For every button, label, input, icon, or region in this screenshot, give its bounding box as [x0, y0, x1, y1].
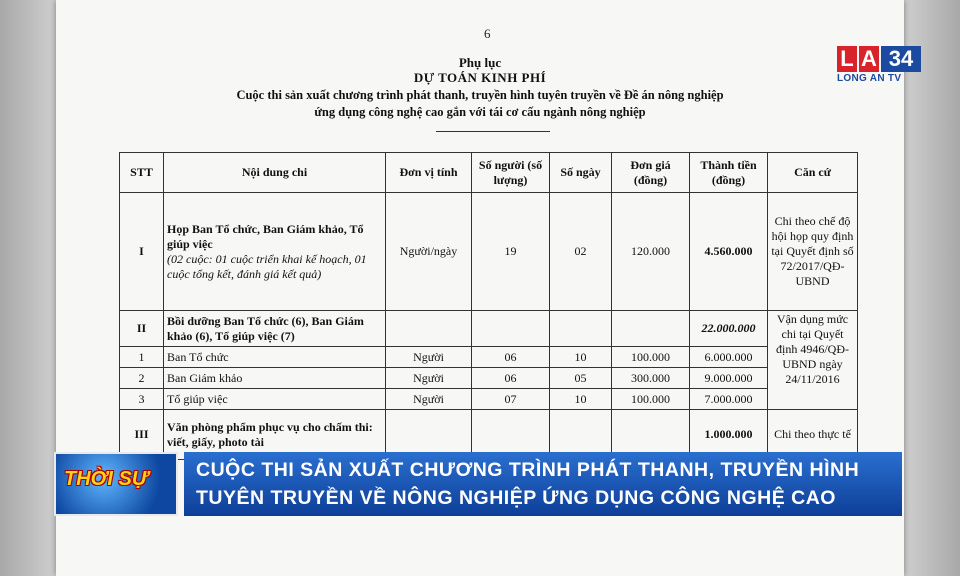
program-badge-label: THỜI SỰ: [64, 468, 149, 490]
header-people: Số người (số lượng): [472, 153, 550, 193]
row-people: 06: [472, 368, 550, 389]
program-badge: [54, 452, 178, 516]
row-people: 07: [472, 389, 550, 410]
row-total: 4.560.000: [690, 193, 768, 311]
channel-logo: [837, 46, 923, 86]
row-basis: Chi theo chế độ hội họp quy định tại Quyết định số 72/2017/QĐ-UBND: [768, 193, 858, 311]
row-content: Ban Giám khảo: [164, 368, 386, 389]
header-total: Thành tiền (đồng): [690, 153, 768, 193]
table-row: [120, 368, 858, 389]
headline-banner: [184, 452, 902, 516]
row-unit: Người: [386, 389, 472, 410]
row-days: 10: [550, 347, 612, 368]
table-header-row: [120, 153, 858, 193]
table-row: [120, 193, 858, 311]
news-ticker: [54, 452, 902, 516]
row-total: 1.000.000: [690, 410, 768, 460]
row-stt: III: [120, 410, 164, 460]
row-basis: Chi theo thực tế: [768, 410, 858, 460]
header-content: Nội dung chi: [164, 153, 386, 193]
logo-letter-l: L: [837, 46, 857, 72]
logo-channel-name: LONG AN TV: [837, 73, 902, 84]
appendix-label: Phụ lục: [458, 55, 502, 70]
row-content-title: Họp Ban Tổ chức, Ban Giám khảo, Tổ giúp việc: [167, 221, 364, 251]
row-days: 05: [550, 368, 612, 389]
row-total: 7.000.000: [690, 389, 768, 410]
title-divider: [436, 131, 550, 132]
row-content: Bồi dưỡng Ban Tổ chức (6), Ban Giám khảo (6), Tổ giúp việc (7): [164, 311, 386, 347]
table-row: [120, 311, 858, 347]
row-content: Văn phòng phẩm phục vụ cho chấm thi: viết, giấy, photo tài: [164, 410, 386, 460]
header-unit: Đơn vị tính: [386, 153, 472, 193]
document-title: DỰ TOÁN KINH PHÍ: [413, 70, 547, 85]
row-stt: 1: [120, 347, 164, 368]
row-content-note: (02 cuộc: 01 cuộc triển khai kế hoạch, 01 cuộc tổng kết, đánh giá kết quả): [167, 251, 367, 281]
headline-line2: TUYÊN TRUYỀN VỀ NÔNG NGHIỆP ỨNG DỤNG CÔNG NGHỆ CAO: [196, 487, 836, 509]
row-stt: 2: [120, 368, 164, 389]
row-basis: Vận dụng mức chi tại Quyết định 4946/QĐ-UBND ngày 24/11/2016: [768, 311, 858, 410]
row-total: 9.000.000: [690, 368, 768, 389]
document-subtitle-line1: Cuộc thi sản xuất chương trình phát thanh, truyền hình tuyên truyền về Đề án nông nghiệp: [236, 88, 724, 102]
row-price: 100.000: [612, 389, 690, 410]
row-total: 6.000.000: [690, 347, 768, 368]
table-row: [120, 347, 858, 368]
row-price: 300.000: [612, 368, 690, 389]
row-unit: Người/ngày: [386, 193, 472, 311]
header-basis: Căn cứ: [768, 153, 858, 193]
row-price: 100.000: [612, 347, 690, 368]
header-price: Đơn giá (đồng): [612, 153, 690, 193]
row-unit: Người: [386, 368, 472, 389]
table-row: [120, 389, 858, 410]
row-people: 06: [472, 347, 550, 368]
row-people: 19: [472, 193, 550, 311]
row-days: 02: [550, 193, 612, 311]
row-content: Tổ giúp việc: [164, 389, 386, 410]
row-stt: I: [120, 193, 164, 311]
row-days: 10: [550, 389, 612, 410]
row-stt: 3: [120, 389, 164, 410]
budget-table: [119, 152, 858, 460]
row-content: [164, 193, 386, 311]
page-number: 6: [484, 26, 491, 41]
row-content: Ban Tổ chức: [164, 347, 386, 368]
row-unit: Người: [386, 347, 472, 368]
row-price: 120.000: [612, 193, 690, 311]
row-total: 22.000.000: [690, 311, 768, 347]
row-stt: II: [120, 311, 164, 347]
logo-letter-a: A: [859, 46, 879, 72]
header-days: Số ngày: [550, 153, 612, 193]
headline-line1: CUỘC THI SẢN XUẤT CHƯƠNG TRÌNH PHÁT THANH, TRUYỀN HÌNH: [196, 459, 860, 481]
background-right: [904, 0, 960, 576]
header-stt: STT: [120, 153, 164, 193]
logo-number: 34: [881, 46, 921, 72]
document-subtitle-line2: ứng dụng công nghệ cao gắn với tái cơ cấu ngành nông nghiệp: [314, 105, 646, 119]
background-left: [0, 0, 56, 576]
